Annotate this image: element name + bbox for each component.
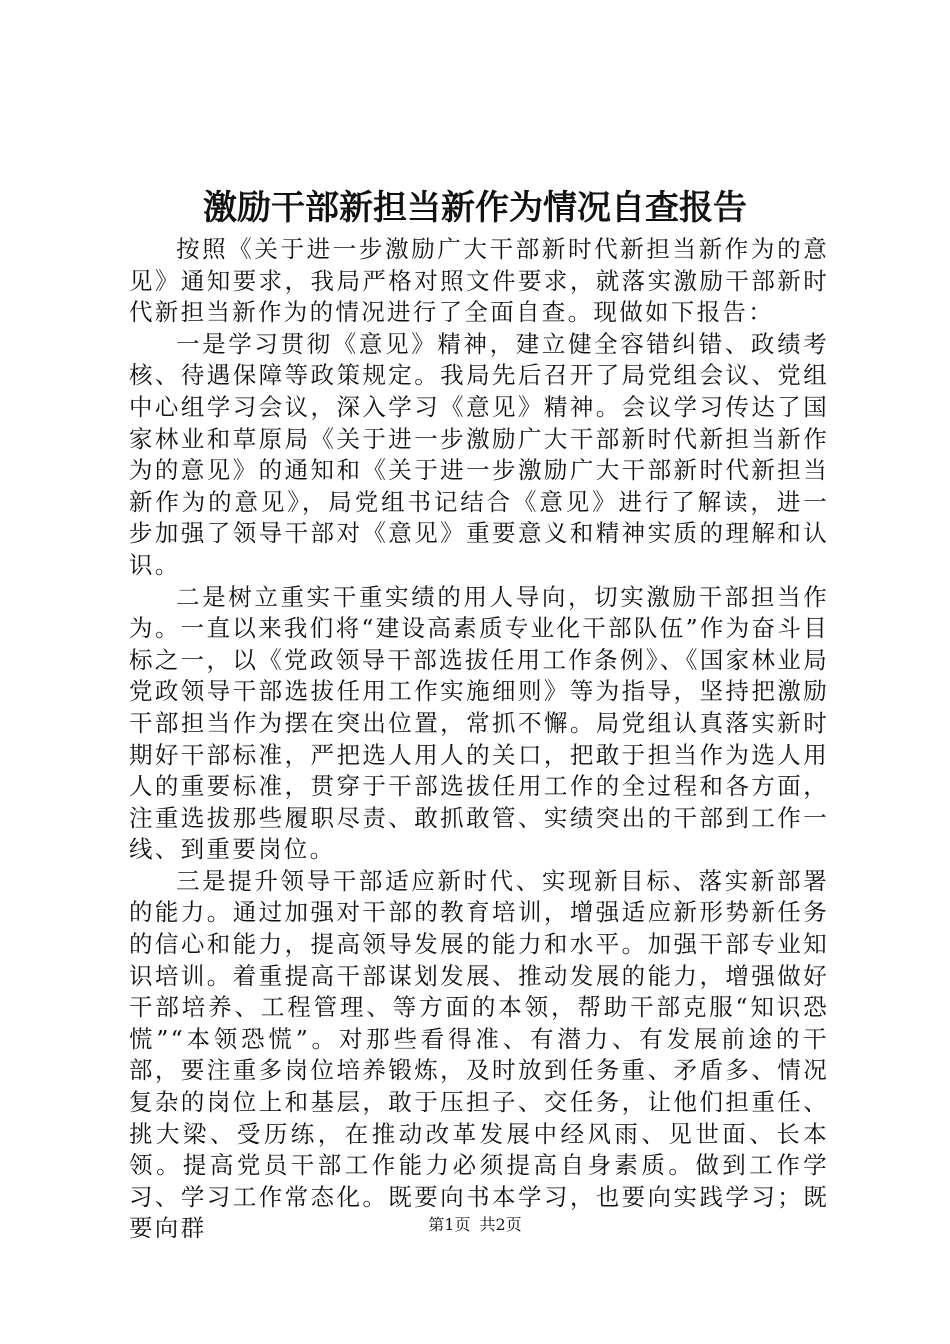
document-title: 激励干部新担当新作为情况自查报告 — [203, 188, 747, 228]
paragraph-intro: 按照《关于进一步激励广大干部新时代新担当新作为的意见》通知要求，我局严格对照文件要求，就落实激励干部新时代新担当新作为的情况进行了全面自查。现做如下报告： — [129, 235, 829, 327]
page-total: 共2页 — [479, 1215, 522, 1234]
page-number: 第1页 — [428, 1215, 471, 1234]
page-footer — [0, 1214, 950, 1236]
paragraph-point-two: 二是树立重实干重实绩的用人导向，切实激励干部担当作为。一直以来我们将“建设高素质专业化干部队伍”作为奋斗目标之一，以《党政领导干部选拔任用工作条例》、《国家林业局党政领导干部选拔任用工作实施细则》等为指导，坚持把激励干部担当作为摆在突出位置，常抓不懈。局党组认真落实新时期好干部标准，严把选人用人的关口，把敢于担当作为选人用人的重要标准，贯穿于干部选拔任用工作的全过程和各方面，注重选拔那些履职尽责、敢抓敢管、实绩突出的干部到工作一线、到重要岗位。 — [129, 582, 829, 864]
paragraph-point-three: 三是提升领导干部适应新时代、实现新目标、落实新部署的能力。通过加强对干部的教育培训，增强适应新形势新任务的信心和能力，提高领导发展的能力和水平。加强干部专业知识培训。着重提高干部谋划发展、推动发展的能力，增强做好干部培养、工程管理、等方面的本领，帮助干部克服“知识恐慌”“本领恐慌”。对那些看得准、有潜力、有发展前途的干部，要注重多岗位培养锻炼，及时放到任务重、矛盾多、情况复杂的岗位上和基层，敢于压担子、交任务，让他们担重任、挑大梁、受历练，在推动改革发展中经风雨、见世面、长本领。提高党员干部工作能力必须提高自身素质。做到工作学习、学习工作常态化。既要向书本学习，也要向实践学习；既要向群 — [129, 866, 829, 1243]
document-body — [129, 234, 829, 1245]
paragraph-point-one: 一是学习贯彻《意见》精神，建立健全容错纠错、政绩考核、待遇保障等政策规定。我局先后召开了局党组会议、党组中心组学习会议，深入学习《意见》精神。会议学习传达了国家林业和草原局《关于进一步激励广大干部新时代新担当新作为的意见》的通知和《关于进一步激励广大干部新时代新担当新作为的意见》，局党组书记结合《意见》进行了解读，进一步加强了领导干部对《意见》重要意义和精神实质的理解和认识。 — [129, 329, 829, 579]
